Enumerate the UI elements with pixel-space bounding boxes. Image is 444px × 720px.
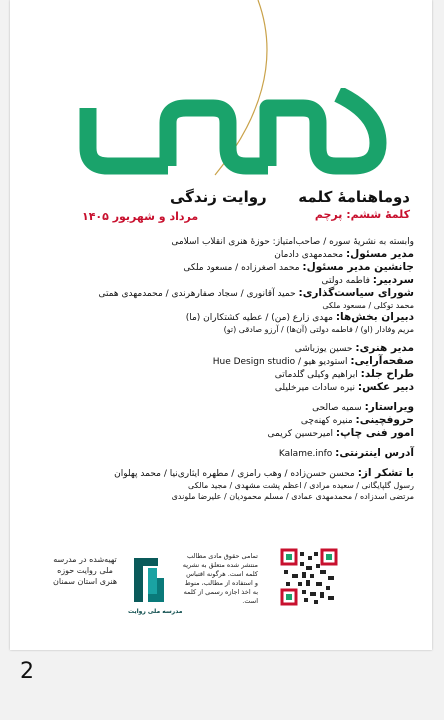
credit-art-director <box>24 342 414 355</box>
credit-value: سمیه صالحی <box>312 403 362 413</box>
credit-value: مهدی زارع (من) / عطیه کشتکاران (ما) <box>185 313 333 323</box>
narrative-school-logo <box>128 552 170 612</box>
credit-label: طراح جلد: <box>360 368 414 380</box>
credit-label: جانشین مدیر مسئول: <box>302 261 414 273</box>
magazine-tagline: کلمهٔ ششم: پرچم <box>314 208 410 221</box>
copyright-notice: تمامی حقوق مادی مطالب منتشر شده متعلق به نشریه کلمه است. هرگونه اقتباس و استفاده از مطالب، منوط به اخذ اجازه رسمی از کلمه است. <box>182 552 258 605</box>
credit-label: ویراستار: <box>364 401 414 413</box>
credit-label: آدرس اینترنتی: <box>335 447 414 459</box>
credits-block <box>24 236 414 502</box>
credit-value: محسن حسن‌زاده / وهب رامزی / مطهره ایثاری‌نیا / محمد پهلوان <box>114 469 355 479</box>
credit-value: نیره سادات میرخلیلی <box>274 383 355 393</box>
credit-photo <box>24 381 414 394</box>
credit-value: استودیو هیو / Hue Design studio <box>212 357 348 367</box>
credit-editor <box>24 274 414 287</box>
credit-council <box>24 287 414 300</box>
magazine-name: دوماهنامهٔ کلمه <box>298 188 410 206</box>
credit-copyeditor <box>24 401 414 414</box>
credit-thanks <box>24 467 414 480</box>
credit-value: امیرحسین کریمی <box>267 429 334 439</box>
footer-area <box>10 548 432 623</box>
credit-sections-cont: مریم وفادار (او) / فاطمه دولتی (آن‌ها) / آرزو صادقی (تو) <box>223 325 414 334</box>
credit-print <box>24 427 414 440</box>
credit-typesetter <box>24 414 414 427</box>
credit-layout <box>24 355 414 368</box>
credit-label: سردبیر: <box>372 274 414 286</box>
credit-value: حسین یوزباشی <box>294 344 353 354</box>
credit-label: حروفچینی: <box>355 414 414 426</box>
credit-sections <box>24 311 414 324</box>
credit-cover <box>24 368 414 381</box>
kalame-logo <box>68 88 398 183</box>
issue-title: روایت زندگی <box>170 188 267 206</box>
page-number: 2 <box>20 659 34 684</box>
credit-value: محمدمهدی دادمان <box>274 250 344 260</box>
magazine-page <box>10 0 432 650</box>
seal-label: مدرسه ملی روایت <box>128 608 183 615</box>
credit-value: ابراهیم وکیلی گلدماتی <box>274 370 358 380</box>
credit-deputy <box>24 261 414 274</box>
credit-label: شورای سیاست‌گذاری: <box>298 287 414 299</box>
credit-council-cont: محمد توکلی / مسعود ملکی <box>322 301 414 310</box>
credit-value: منیره کهنه‌چی <box>300 416 353 426</box>
credit-label: مدیر هنری: <box>355 342 414 354</box>
credit-label: با تشکر از: <box>357 467 414 479</box>
credit-label: دبیر عکس: <box>357 381 414 393</box>
qr-code-icon[interactable] <box>280 548 338 606</box>
credit-thanks-cont: مرتضی اسدزاده / محمدمهدی عمادی / مسلم محمودیان / علیرضا ملوندی <box>171 492 414 501</box>
credit-label: صفحه‌آرایی: <box>350 355 414 367</box>
school-credit: تهیه‌شده در مدرسه ملی روایت حوزه هنری استان سمنان <box>52 555 118 586</box>
credit-label: مدیر مسئول: <box>345 248 414 260</box>
credit-value: حمید آقانوری / سجاد صفارهرندی / محمدمهدی همتی <box>98 289 296 299</box>
credit-value: محمد اصغرزاده / مسعود ملکی <box>183 263 300 273</box>
affiliation: وابسته به نشریهٔ سوره / صاحب‌امتیاز: حوزهٔ هنری انقلاب اسلامی <box>171 237 414 247</box>
credit-value: فاطمه دولتی <box>321 276 370 286</box>
credit-thanks-cont: رسول گلپایگانی / سعیده مرادی / اعظم پشت مشهدی / مجید مالکی <box>188 481 414 490</box>
credit-label: دبیران بخش‌ها: <box>335 311 414 323</box>
issue-date: مرداد و شهریور ۱۴۰۵ <box>82 210 199 223</box>
credit-web <box>24 447 414 460</box>
web-link[interactable]: Kalame.info <box>278 449 333 459</box>
credit-label: امور فنی چاپ: <box>335 427 414 439</box>
credit-director <box>24 248 414 261</box>
